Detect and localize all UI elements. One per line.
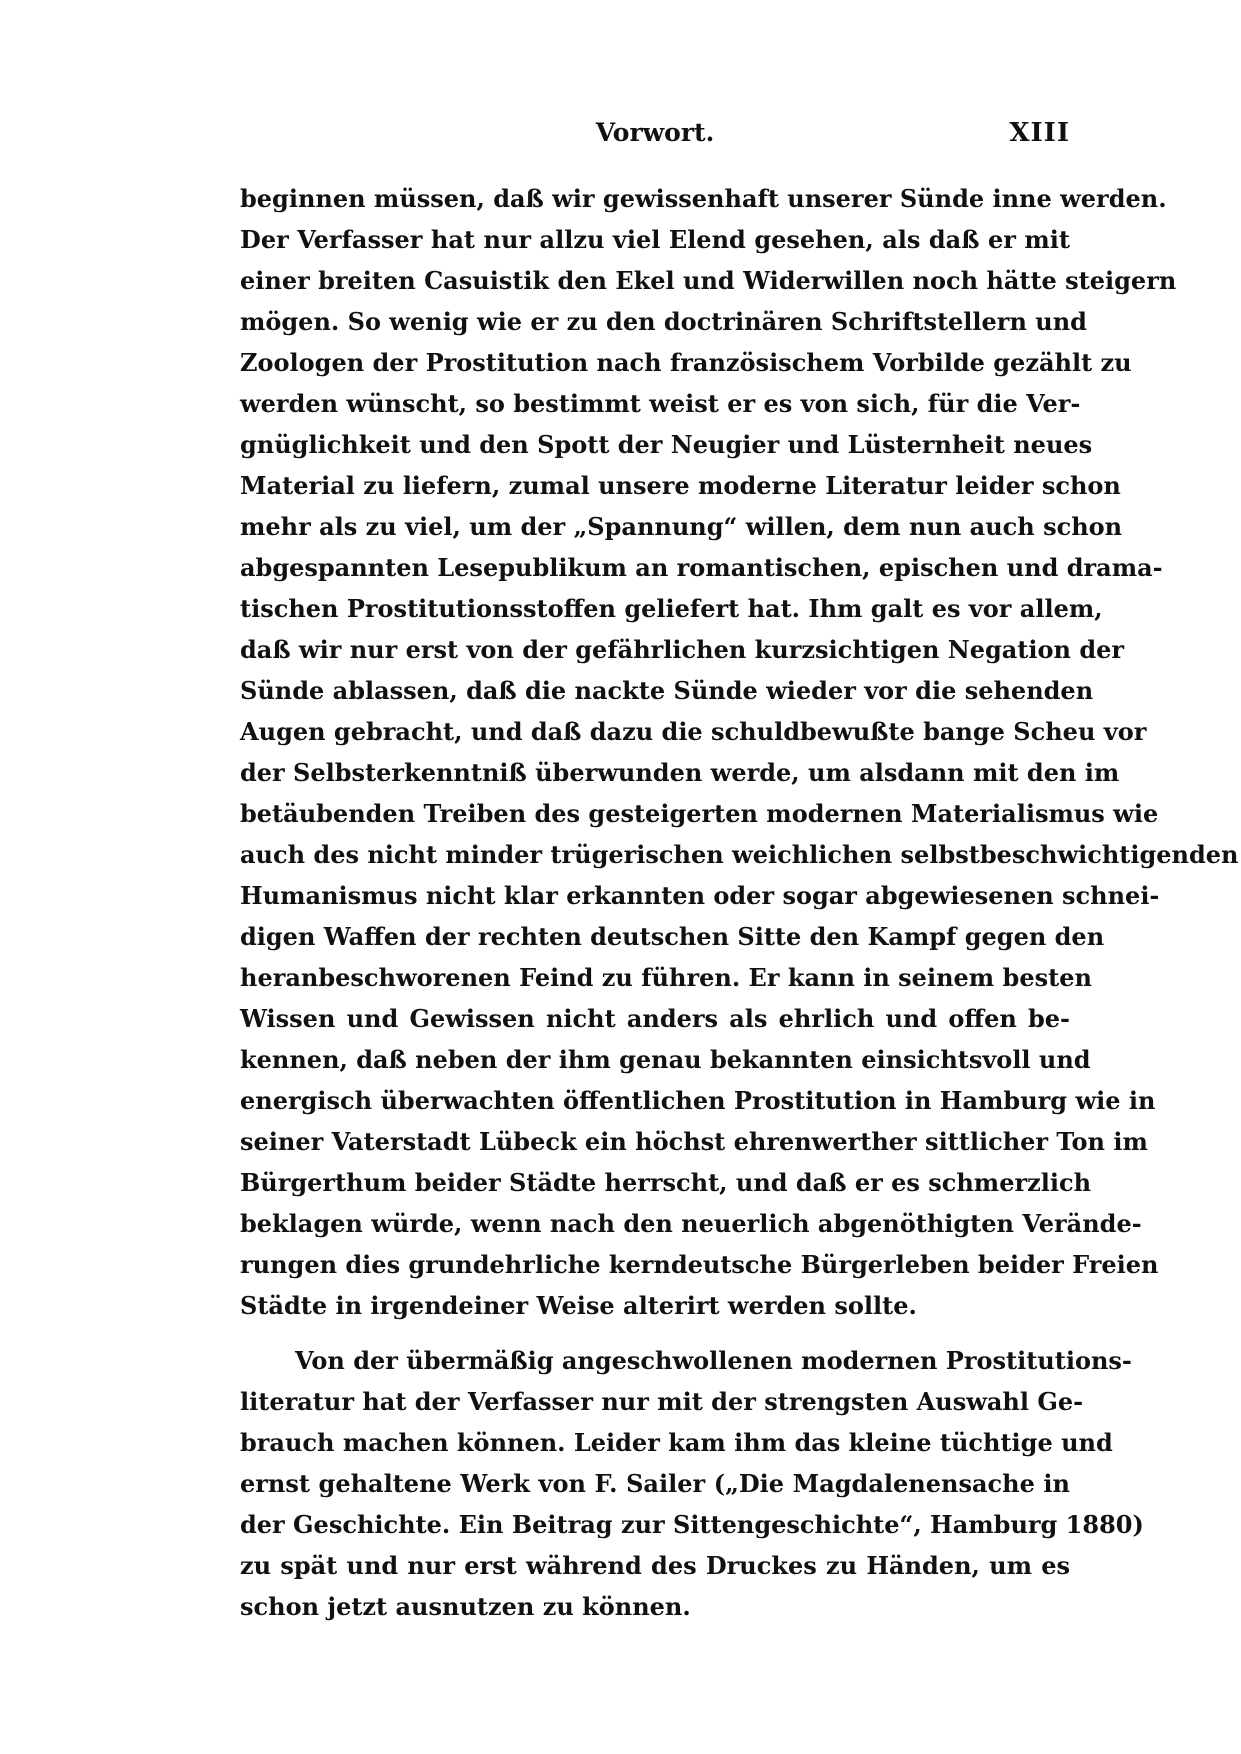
paragraph	[240, 1340, 1144, 1627]
text-line: mehr als zu viel, um der „Spannung“ willen, dem nun auch schon	[240, 512, 1123, 541]
text-line: werden wünscht, so bestimmt weist er es von sich, für die Ver-	[240, 389, 1081, 418]
text-line: mögen. So wenig wie er zu den doctrinären Schriftstellern und	[240, 307, 1087, 336]
text-line: Städte in irgendeiner Weise alterirt werden sollte.	[240, 1291, 917, 1320]
paragraph	[240, 178, 1239, 1326]
text-line: Humanismus nicht klar erkannten oder sogar abgewiesenen schnei-	[240, 881, 1160, 910]
text-line: rungen dies grundehrliche kerndeutsche Bürgerleben beider Freien	[240, 1250, 1159, 1279]
text-line: digen Waffen der rechten deutschen Sitte den Kampf gegen den	[240, 922, 1105, 951]
running-header	[240, 118, 1070, 158]
text-line: betäubenden Treiben des gesteigerten modernen Materialismus wie	[240, 799, 1159, 828]
text-line: Sünde ablassen, daß die nackte Sünde wieder vor die sehenden	[240, 676, 1094, 705]
text-line: brauch machen können. Leider kam ihm das kleine tüchtige und	[240, 1428, 1113, 1457]
text-line: Wissen und Gewissen nicht anders als ehrlich und offen be-	[240, 1004, 1070, 1033]
text-line: beklagen würde, wenn nach den neuerlich abgenöthigten Verände-	[240, 1209, 1142, 1238]
text-line: der Geschichte. Ein Beitrag zur Sittengeschichte“, Hamburg 1880)	[240, 1510, 1144, 1539]
chapter-title: Vorwort.	[595, 118, 715, 147]
page-number: XIII	[1009, 118, 1070, 148]
text-line: seiner Vaterstadt Lübeck ein höchst ehrenwerther sittlicher Ton im	[240, 1127, 1148, 1156]
text-line: gnüglichkeit und den Spott der Neugier und Lüsternheit neues	[240, 430, 1093, 459]
text-line: Bürgerthum beider Städte herrscht, und daß er es schmerzlich	[240, 1168, 1092, 1197]
paragraph-gap	[240, 1326, 1070, 1340]
text-line: Von der übermäßig angeschwollenen modernen Prostitutions-	[295, 1346, 1132, 1375]
text-line: auch des nicht minder trügerischen weichlichen selbstbeschwichtigenden	[240, 840, 1239, 869]
text-line: daß wir nur erst von der gefährlichen kurzsichtigen Negation der	[240, 635, 1125, 664]
text-line: einer breiten Casuistik den Ekel und Widerwillen noch hätte steigern	[240, 266, 1177, 295]
text-line: literatur hat der Verfasser nur mit der strengsten Auswahl Ge-	[240, 1387, 1084, 1416]
text-line: Material zu liefern, zumal unsere moderne Literatur leider schon	[240, 471, 1121, 500]
text-line: Der Verfasser hat nur allzu viel Elend gesehen, als daß er mit	[240, 225, 1070, 254]
text-line: Augen gebracht, und daß dazu die schuldbewußte bange Scheu vor	[240, 717, 1147, 746]
text-line: heranbeschworenen Feind zu führen. Er kann in seinem besten	[240, 963, 1092, 992]
text-line: energisch überwachten öffentlichen Prostitution in Hamburg wie in	[240, 1086, 1156, 1115]
text-line: tischen Prostitutionsstoffen geliefert hat. Ihm galt es vor allem,	[240, 594, 1103, 623]
text-line: abgespannten Lesepublikum an romantischen, epischen und drama-	[240, 553, 1163, 582]
text-line: kennen, daß neben der ihm genau bekannten einsichtsvoll und	[240, 1045, 1091, 1074]
body-text	[240, 178, 1239, 1627]
text-line: zu spät und nur erst während des Druckes zu Händen, um es	[240, 1551, 1070, 1580]
text-line: schon jetzt ausnutzen zu können.	[240, 1592, 691, 1621]
text-line: der Selbsterkenntniß überwunden werde, um alsdann mit den im	[240, 758, 1120, 787]
text-line: ernst gehaltene Werk von F. Sailer („Die Magdalenensache in	[240, 1469, 1070, 1498]
text-line: beginnen müssen, daß wir gewissenhaft unserer Sünde inne werden.	[240, 184, 1167, 213]
text-line: Zoologen der Prostitution nach französischem Vorbilde gezählt zu	[240, 348, 1132, 377]
